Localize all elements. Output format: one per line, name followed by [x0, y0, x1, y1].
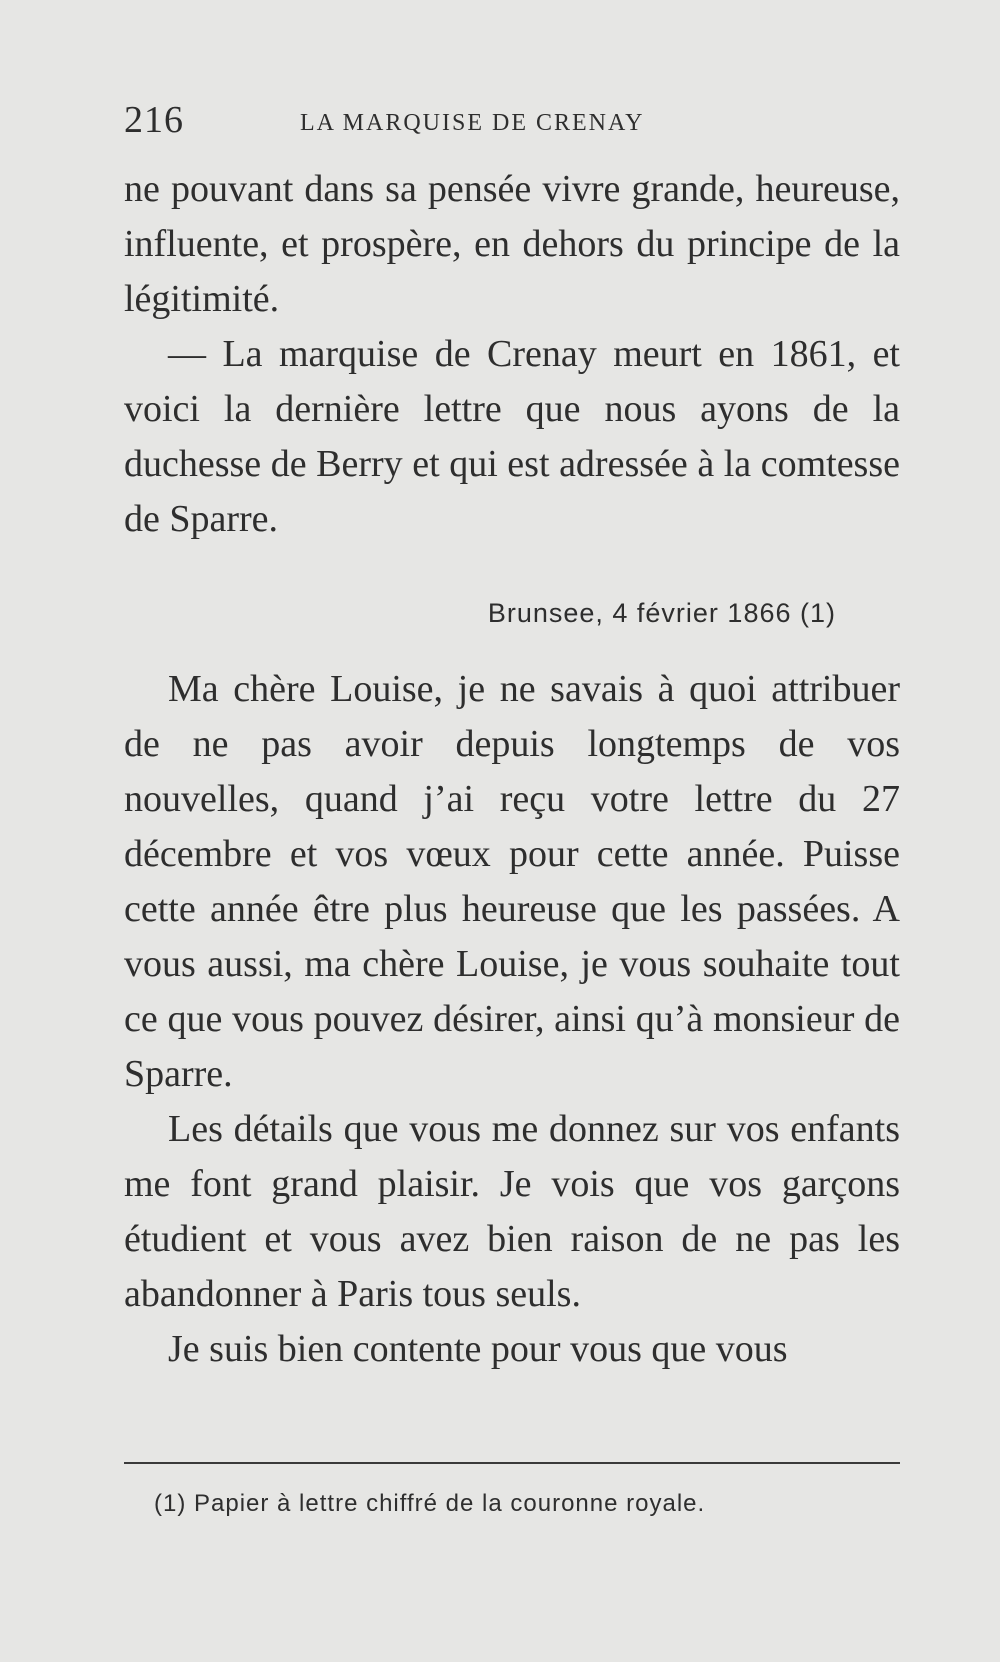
letter-paragraph-1: Ma chère Louise, je ne savais à quoi attribuer de ne pas avoir depuis longtemps de vos nouvelles, quand j’ai reçu votre lettre du 27 décembre et vos vœux pour cette année. Puisse cette année être plus heureuse que les passées. A vous aussi, ma chère Louise, je vous souhaite tout ce que vous pouvez désirer, ainsi qu’à monsieur de Sparre. [124, 668, 900, 1095]
paragraph-continued: ne pouvant dans sa pensée vivre grande, heureuse, influente, et prospère, en dehors du principe de la légitimité. [124, 168, 900, 320]
letter-paragraph-2: Les détails que vous me donnez sur vos enfants me font grand plaisir. Je vois que vos garçons étudient et vous avez bien raison de ne pas les abandonner à Paris tous seuls. [124, 1108, 900, 1315]
letter-paragraph-3: Je suis bien contente pour vous que vous [168, 1328, 788, 1370]
footnote: (1) Papier à lettre chiffré de la couronne royale. [154, 1490, 706, 1517]
page-header [124, 98, 900, 148]
footnote-divider [124, 1462, 900, 1464]
letter-text [124, 662, 900, 1377]
narrative-text [124, 162, 900, 547]
letter-dateline: Brunsee, 4 février 1866 (1) [487, 598, 836, 628]
paragraph-crenay-death: — La marquise de Crenay meurt en 1861, et voici la dernière lettre que nous ayons de la duchesse de Berry et qui est adressée à la comtesse de Sparre. [124, 333, 900, 540]
running-title: LA MARQUISE DE CRENAY [300, 110, 645, 136]
page-number: 216 [124, 99, 184, 141]
